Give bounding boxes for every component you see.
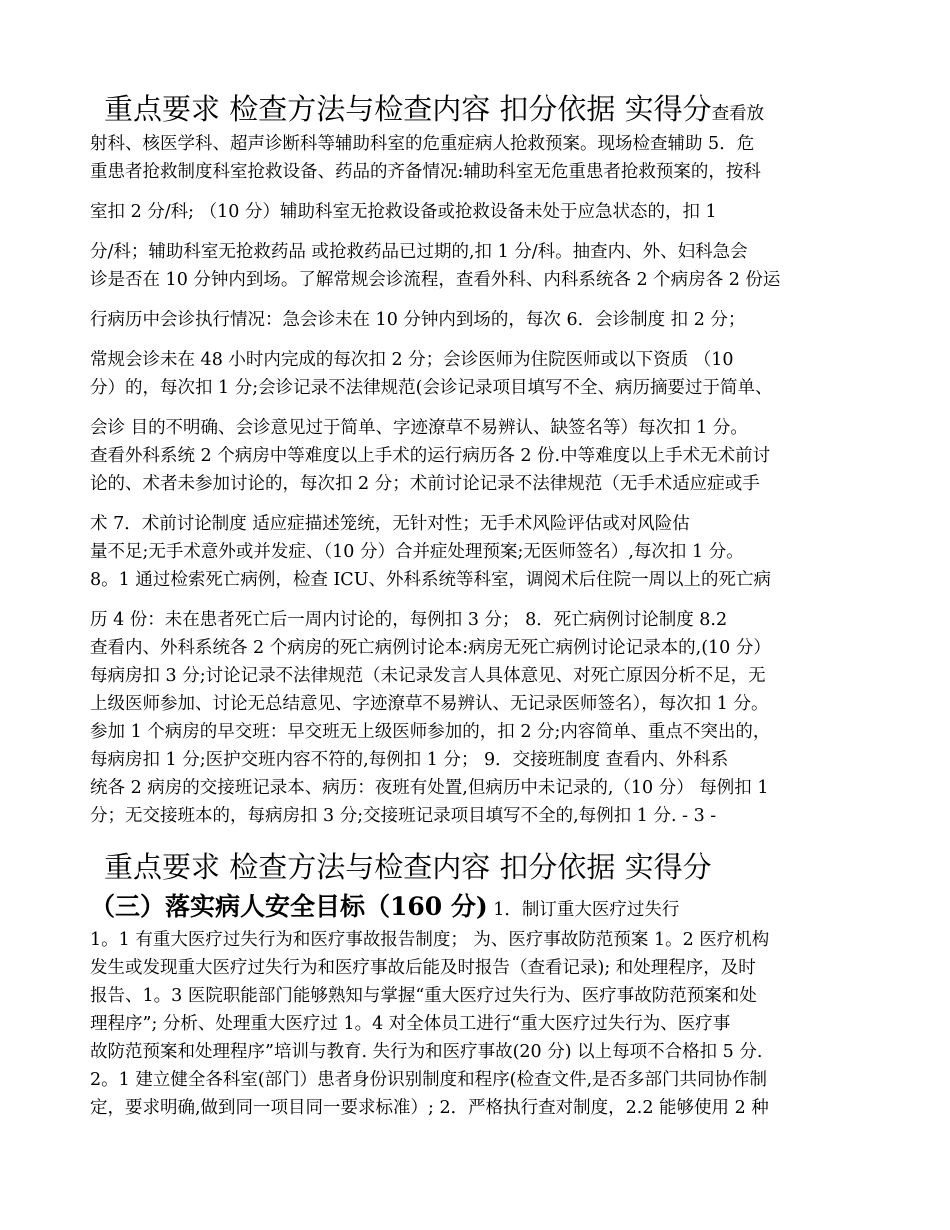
text-line: 理程序”; 分析、处理重大医疗过 1。4 对全体员工进行“重大医疗过失行为、医疗事 <box>90 1014 731 1034</box>
section-1 <box>90 88 870 830</box>
section-1-heading-tail: 查看放 <box>711 104 765 124</box>
text-line: 分/科；辅助科室无抢救药品 或抢救药品已过期的,扣 1 分/科。抽查内、外、妇科急会 <box>90 242 748 262</box>
text-line: 上级医师参加、讨论无总结意见、字迹潦草不易辨认、无记录医师签名），每次扣 1 分。 <box>90 694 769 714</box>
text-line: 报告、1。3 医院职能部门能够熟知与掌握“重大医疗过失行为、医疗事故防范预案和处 <box>90 986 757 1006</box>
text-line: 分）的，每次扣 1 分;会诊记录不法律规范(会诊记录项目填写不全、病历摘要过于简单、 <box>90 378 773 398</box>
text-line: 参加 1 个病房的早交班：早交班无上级医师参加的，扣 2 分;内容简单、重点不突出的， <box>90 722 771 742</box>
section-2-heading-line <box>90 846 870 888</box>
text-line: 量不足;无手术意外或并发症、（10 分）合并症处理预案;无医师签名）,每次扣 1 分。 <box>90 542 744 562</box>
text-line: 查看外科系统 2 个病房中等难度以上手术的运行病历各 2 份.中等难度以上手术无术前讨 <box>90 446 771 466</box>
text-line: 发生或发现重大医疗过失行为和医疗事故后能及时报告（查看记录); 和处理程序，及时 <box>90 958 756 978</box>
text-line: 室扣 2 分/科; （10 分）辅助科室无抢救设备或抢救设备未处于应急状态的，扣 1 <box>90 202 717 222</box>
text-line: 重患者抢救制度科室抢救设备、药品的齐备情况:辅助科室无危重患者抢救预案的，按科 <box>90 162 761 182</box>
subsection-title-tail: 1．制订重大医疗过失行 <box>487 900 680 920</box>
section-1-heading: 重点要求 检查方法与检查内容 扣分依据 实得分 <box>104 92 712 126</box>
text-line: 论的、术者未参加讨论的，每次扣 2 分；术前讨论记录不法律规范（无手术适应症或手 <box>90 474 760 494</box>
text-line: 1。1 有重大医疗过失行为和医疗事故报告制度； 为、医疗事故防范预案 1。2 医疗机构 <box>90 930 770 950</box>
text-line: 历 4 份：未在患者死亡后一周内讨论的，每例扣 3 分； 8．死亡病例讨论制度 8.2 <box>90 610 728 630</box>
text-line: 查看内、外科系统各 2 个病房的死亡病例讨论本:病房无死亡病例讨论记录本的,(10 分） <box>90 638 771 658</box>
text-line: 行病历中会诊执行情况：急会诊未在 10 分钟内到场的，每次 6．会诊制度 扣 2 分； <box>90 310 746 330</box>
text-line: 诊是否在 10 分钟内到场。了解常规会诊流程，查看外科、内科系统各 2 个病房各 2 份运 <box>90 270 781 290</box>
text-line: 每病房扣 3 分;讨论记录不法律规范（未记录发言人具体意见、对死亡原因分析不足，无 <box>90 666 766 686</box>
text-line: 常规会诊未在 48 小时内完成的每次扣 2 分；会诊医师为住院医师或以下资质 （10 <box>90 350 734 370</box>
text-line: 分；无交接班本的，每病房扣 3 分;交接班记录项目填写不全的,每例扣 1 分. - 3 - <box>90 806 717 826</box>
text-line: 统各 2 病房的交接班记录本、病历：夜班有处置,但病历中未记录的,（10 分） 每例扣 1 <box>90 778 769 798</box>
subsection-title: （三）落实病人安全目标（160 分) <box>90 892 488 921</box>
text-line: 8。1 通过检索死亡病例，检查 ICU、外科系统等科室，调阅术后住院一周以上的死亡病 <box>90 570 771 590</box>
section-1-heading-line <box>90 88 870 130</box>
section-2-heading: 重点要求 检查方法与检查内容 扣分依据 实得分 <box>104 850 712 884</box>
text-line: 术 7．术前讨论制度 适应症描述笼统，无针对性；无手术风险评估或对风险估 <box>90 514 690 534</box>
text-line: 故防范预案和处理程序”培训与教育. 失行为和医疗事故(20 分) 以上每项不合格扣 5 分. <box>90 1042 763 1062</box>
text-line: 2。1 建立健全各科室(部门）患者身份识别制度和程序(检查文件,是否多部门共同协作制 <box>90 1070 768 1090</box>
text-line: 射科、核医学科、超声诊断科等辅助科室的危重症病人抢救预案。现场检查辅助 5．危 <box>90 134 755 154</box>
text-line: 每病房扣 1 分;医护交班内容不符的,每例扣 1 分； 9．交接班制度 查看内、外科系 <box>90 750 729 770</box>
section-2 <box>90 846 870 1122</box>
subsection-heading-line <box>90 888 870 926</box>
text-line: 会诊 目的不明确、会诊意见过于简单、字迹潦草不易辨认、缺签名等）每次扣 1 分。 <box>90 418 748 438</box>
text-line: 定，要求明确,做到同一项目同一要求标准）; 2．严格执行查对制度，2.2 能够使用 2 种 <box>90 1098 769 1118</box>
